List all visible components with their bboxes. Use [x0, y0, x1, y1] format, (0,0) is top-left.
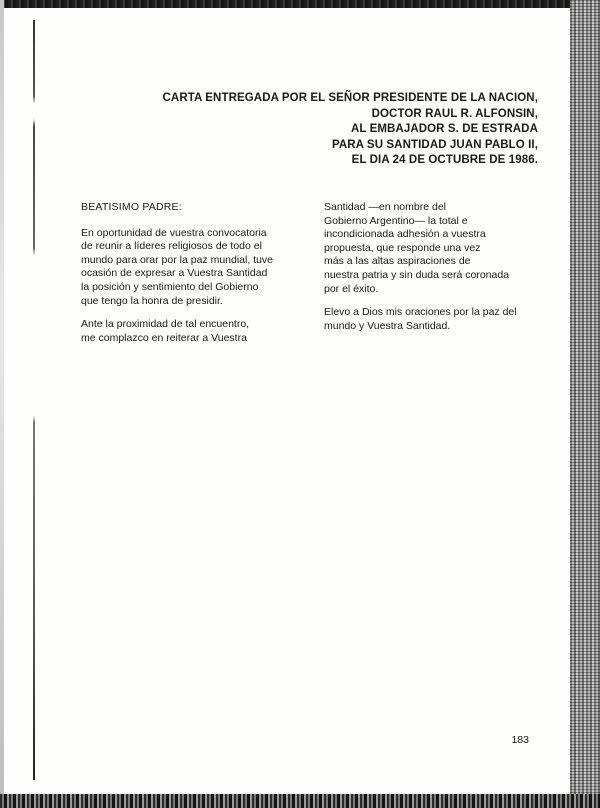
text-line: incondicionada adhesión a vuestra: [324, 228, 486, 241]
heading-line: PARA SU SANTIDAD JUAN PABLO II,: [331, 138, 538, 151]
scan-edge-bottom: [0, 794, 600, 808]
text-line: En oportunidad de vuestra convocatoria: [81, 226, 267, 239]
heading-line: DOCTOR RAUL R. ALFONSIN,: [371, 107, 538, 120]
heading-line: CARTA ENTREGADA POR EL SEÑOR PRESIDENTE DE LA NACION,: [162, 92, 538, 104]
heading-line: AL EMBAJADOR S. DE ESTRADA: [350, 123, 538, 136]
letter-heading: [163, 91, 538, 169]
page-number: 183: [511, 734, 529, 746]
heading-line: EL DIA 24 DE OCTUBRE DE 1986.: [351, 154, 538, 167]
binding-shadow: [33, 20, 35, 780]
text-line: mundo y Vuestra Santidad.: [324, 319, 451, 332]
salutation: BEATISIMO PADRE:: [81, 201, 182, 213]
paragraph: [324, 201, 539, 296]
text-line: por el éxito.: [324, 282, 379, 295]
text-line: que tengo la honra de presidir.: [81, 294, 223, 307]
text-line: la posición y sentimiento del Gobierno: [81, 280, 259, 293]
text-line: me complazco en reiterar a Vuestra: [81, 331, 247, 344]
letter-column-right: [324, 201, 539, 343]
text-line: Ante la proximidad de tal encuentro,: [81, 318, 250, 331]
text-line: Santidad —en nombre del: [324, 201, 446, 213]
text-line: nuestra patria y sin duda será coronada: [324, 268, 510, 281]
scan-edge-right: [570, 0, 600, 808]
text-line: de reunir a líderes religiosos de todo el: [81, 240, 262, 253]
text-line: Elevo a Dios mis oraciones por la paz del: [324, 306, 517, 319]
paragraph: [81, 227, 296, 309]
text-line: mundo para orar por la paz mundial, tuve: [81, 253, 274, 266]
text-line: más a las altas aspiraciones de: [324, 255, 471, 268]
text-line: ocasión de expresar a Vuestra Santidad: [81, 267, 268, 280]
text-line: Gobierno Argentino— la total e: [324, 214, 468, 227]
letter-column-left: [81, 201, 296, 355]
paragraph: [324, 306, 539, 333]
scan-edge-top: [0, 0, 600, 8]
scan-edge-left: [0, 0, 4, 808]
paragraph: [81, 318, 296, 345]
text-line: propuesta, que responde una vez: [324, 241, 481, 254]
